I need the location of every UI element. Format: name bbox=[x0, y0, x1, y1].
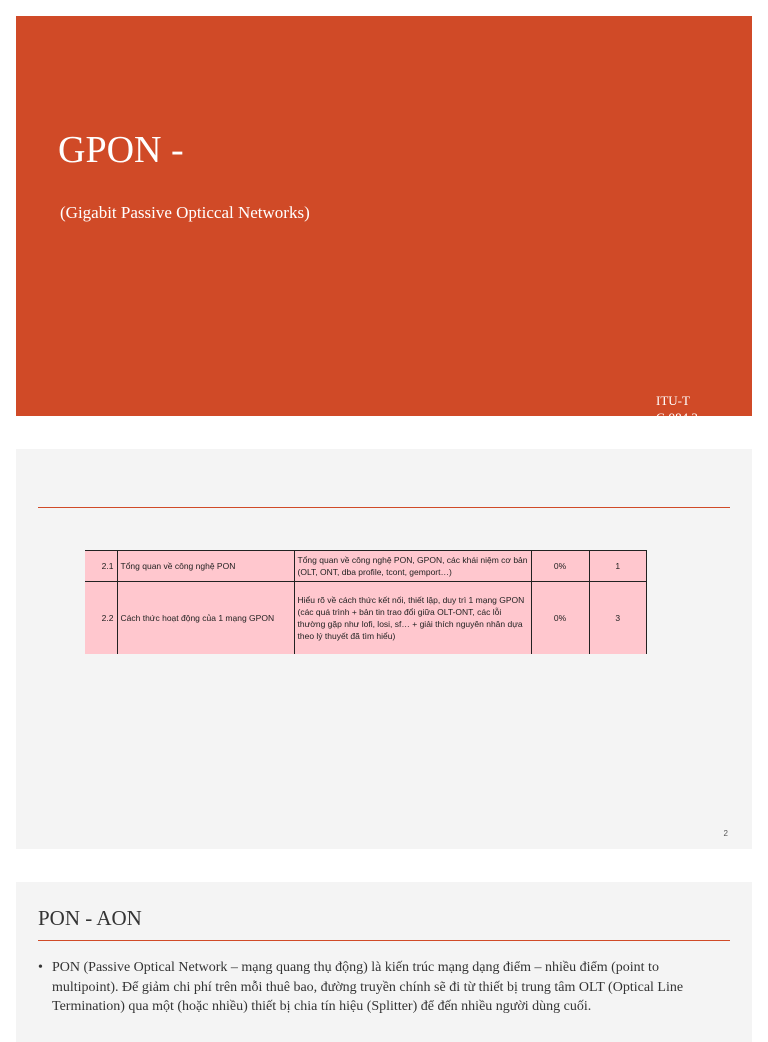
row-number: 2.2 bbox=[85, 582, 117, 654]
row-topic: Cách thức hoạt động của 1 mạng GPON bbox=[117, 582, 294, 654]
header-divider bbox=[38, 940, 730, 941]
table-row bbox=[85, 582, 647, 654]
row-percent: 0% bbox=[531, 551, 589, 582]
topics-table bbox=[85, 550, 647, 654]
bullet-marker: • bbox=[38, 960, 43, 975]
header-divider bbox=[38, 507, 730, 508]
slide-title: GPON - bbox=[58, 129, 184, 171]
row-description: Hiểu rõ về cách thức kết nối, thiết lập, duy trì 1 mạng GPON (các quá trình + bản tin trao đổi giữa OLT-ONT, các lỗi thường gặp như lofi, losi, sf… + giải thích nguyên nhân dựa theo lý thuyết đã tìm hiểu) bbox=[294, 582, 531, 654]
row-number: 2.1 bbox=[85, 551, 117, 582]
row-description: Tổng quan về công nghệ PON, GPON, các khái niệm cơ bản (OLT, ONT, dba profile, tcont, gemport…) bbox=[294, 551, 531, 582]
bullet-item bbox=[38, 958, 728, 1017]
row-count: 3 bbox=[589, 582, 647, 654]
bullet-text: PON (Passive Optical Network – mạng quang thụ động) là kiến trúc mạng dạng điểm – nhiều điểm (point to multipoint). Để giảm chi phí trên mỗi thuê bao, đường truyền chính sẽ đi từ thiết bị trung tâm OLT (Optical Line Termination) qua một (hoặc nhiều) thiết bị chia tín hiệu (Splitter) để đến nhiều người dùng cuối. bbox=[52, 960, 684, 1014]
standard-reference: ITU-T G.984.3 bbox=[656, 393, 698, 425]
slide-subtitle: (Gigabit Passive Opticcal Networks) bbox=[60, 203, 310, 222]
slide-title: PON - AON bbox=[38, 906, 142, 930]
table-row bbox=[85, 551, 647, 582]
table-slide bbox=[16, 449, 752, 849]
row-count: 1 bbox=[589, 551, 647, 582]
title-slide bbox=[16, 16, 752, 425]
page-number: 2 bbox=[723, 829, 728, 838]
row-percent: 0% bbox=[531, 582, 589, 654]
row-topic: Tổng quan về công nghệ PON bbox=[117, 551, 294, 582]
pon-aon-slide bbox=[16, 882, 752, 1042]
